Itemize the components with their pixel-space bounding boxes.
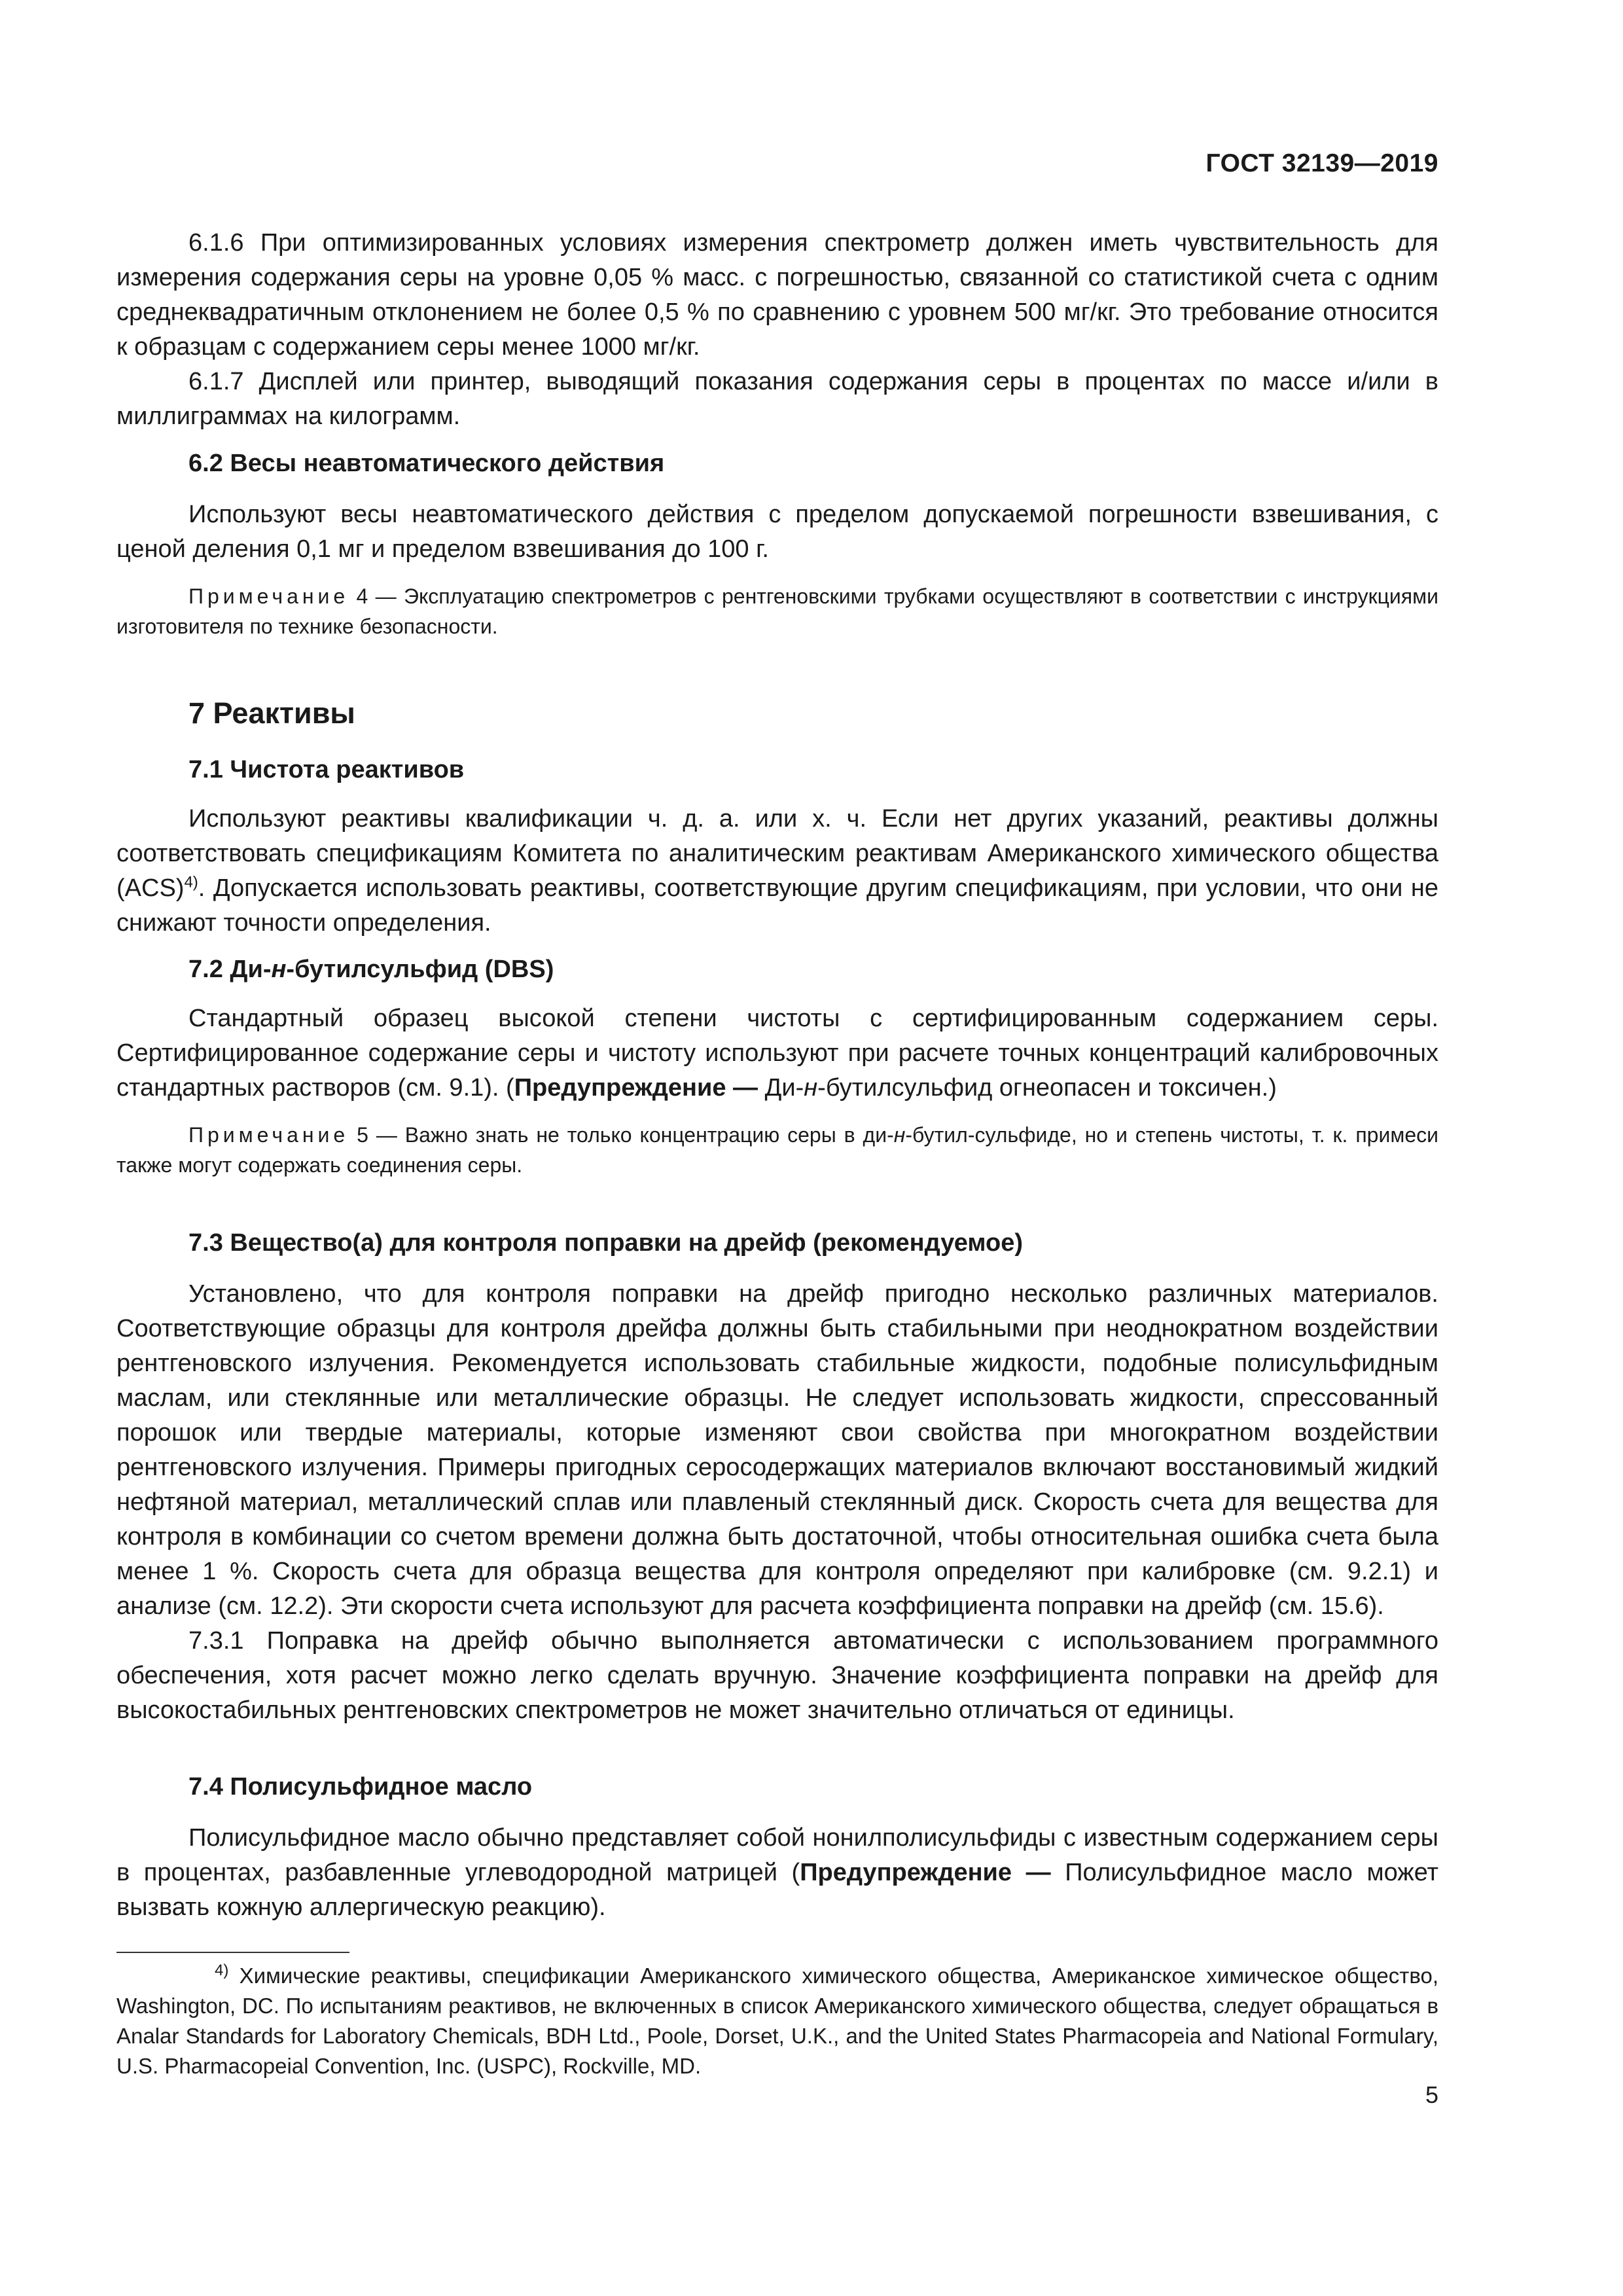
footnote-block xyxy=(116,1961,1438,2081)
para-6-2: Используют весы неавтоматического действия с пределом допускаемой погрешности взвешивания, с ценой деления 0,1 мг и пределом взвешивания до 100 г. xyxy=(116,501,1438,563)
para-7-1-text-b: . Допускается использовать реактивы, соответствующие другим спецификациям, при условии, что они не снижают точности определения. xyxy=(116,874,1438,937)
para-6-1-7: 6.1.7 Дисплей или принтер, выводящий показания содержания серы в процентах по массе и/или в миллиграммах на килограмм. xyxy=(116,368,1438,430)
para-7-2-c: -бутилсульфид огнеопасен и токсичен.) xyxy=(817,1074,1277,1102)
standard-code-header: ГОСТ 32139—2019 xyxy=(1205,149,1438,177)
heading-7-2-italic: н xyxy=(271,956,287,983)
para-7-3-1: 7.3.1 Поправка на дрейф обычно выполняется автоматически с использованием программного обеспечения, хотя расчет можно легко сделать вручную. Значение коэффициента поправки на дрейф для высокостабильных рентгеновских спектрометров не может значительно отличаться от единицы. xyxy=(116,1627,1438,1724)
footnote-divider xyxy=(116,1952,349,1953)
para-7-4-b: Полисульфидное масло может вызвать кожную аллергическую реакцию). xyxy=(116,1859,1439,1921)
footnote-mark: 4) xyxy=(215,1962,229,1979)
para-6-1-6: 6.1.6 При оптимизированных условиях измерения спектрометр должен иметь чувствительность для измерения содержания серы на уровне 0,05 % масс. с погрешностью, связанной со статистикой счета с одним среднеквадратичным отклонением не более 0,5 % по сравнению с уровнем 500 мг/кг. Это требование относится к образцам с содержанием серы менее 1000 мг/кг. xyxy=(116,229,1438,361)
note-4 xyxy=(116,581,1438,641)
note-5-italic: н xyxy=(893,1123,906,1147)
footnote-ref-4: 4) xyxy=(184,873,198,891)
section-6-2 xyxy=(116,446,1438,641)
heading-7-2-a: 7.2 Ди- xyxy=(188,956,272,983)
para-7-2-italic: н xyxy=(804,1074,818,1102)
section-7-2 xyxy=(116,952,1438,1180)
section-7-1 xyxy=(116,753,1438,941)
footnote-4 xyxy=(116,1961,1438,2081)
block-6-1 xyxy=(116,226,1438,434)
footnote-text: Химические реактивы, спецификации Американского химического общества, Американское химическое общество, Washington, DC. По испытаниям реактивов, не включенных в список Американского химического общества, следует обращаться в Analar Standards for Laboratory Chemicals, BDH Ltd., Poole, Dorset, U.K., and the United States Pharmacopeia and National Formulary, U.S. Pharmacopeial Convention, Inc. (USPC), Rockville, MD. xyxy=(116,1964,1438,2078)
heading-7-4: 7.4 Полисульфидное масло xyxy=(188,1773,533,1801)
heading-7-3: 7.3 Вещество(а) для контроля поправки на дрейф (рекомендуемое) xyxy=(188,1229,1024,1257)
warning-label-7-2: Предупреждение — xyxy=(514,1074,758,1102)
section-7 xyxy=(116,694,1438,733)
para-7-2-b: Ди- xyxy=(758,1074,804,1102)
heading-7-2 xyxy=(116,952,1438,987)
para-7-1-text-a: Используют реактивы квалификации ч. д. а. или х. ч. Если нет других указаний, реактивы должны соответствовать спецификациям Комитета по аналитическим реактивам Американского химического общества (ACS) xyxy=(116,805,1438,902)
note-5 xyxy=(116,1120,1438,1180)
note-4-text: 4 — Эксплуатацию спектрометров с рентгеновскими трубками осуществляют в соответствии с инструкциями изготовителя по технике безопасности. xyxy=(116,584,1438,638)
heading-6-2: 6.2 Весы неавтоматического действия xyxy=(188,450,665,477)
section-7-3 xyxy=(116,1226,1438,1728)
heading-7: 7 Реактивы xyxy=(188,696,355,730)
note-5-a: 5 — Важно знать не только концентрацию серы в ди- xyxy=(349,1123,894,1147)
note-5-label: Примечание xyxy=(188,1123,349,1147)
heading-7-1: 7.1 Чистота реактивов xyxy=(188,756,465,783)
warning-label-7-4: Предупреждение — xyxy=(800,1859,1051,1886)
para-7-3: Установлено, что для контроля поправки на дрейф пригодно несколько различных материалов. Соответствующие образцы для контроля дрейфа должны быть стабильными при неоднократном воздействии рентгеновского излучения. Рекомендуется использовать стабильные жидкости, подобные полисульфидным маслам, или стеклянные или металлические образцы. Не следует использовать жидкости, спрессованный порошок или твердые материалы, которые изменяют свои свойства при многократном воздействии рентгеновского излучения. Примеры пригодных серосодержащих материалов включают восстановимый жидкий нефтяной материал, металлический сплав или плавленый стеклянный диск. Скорость счета для вещества для контроля в комбинации со счетом времени должна быть достаточной, чтобы относительная ошибка счета была менее 1 %. Скорость счета для образца вещества для контроля определяют при калибровке (см. 9.2.1) и анализе (см. 12.2). Эти скорости счета используют для расчета коэффициента поправки на дрейф (см. 15.6). xyxy=(116,1280,1438,1620)
para-7-2-a: Стандартный образец высокой степени чистоты с сертифицированным содержанием серы. Сертифицированное содержание серы и чистоту используют при расчете точных концентраций калибровочных стандартных растворов (см. 9.1). ( xyxy=(116,1005,1438,1102)
section-7-4 xyxy=(116,1770,1438,1925)
para-7-2 xyxy=(116,1001,1438,1105)
para-7-4 xyxy=(116,1821,1438,1925)
note-4-label: Примечание xyxy=(188,584,349,608)
heading-7-2-b: -бутилсульфид (DBS) xyxy=(286,956,554,983)
para-7-1 xyxy=(116,802,1438,941)
para-7-4-a: Полисульфидное масло обычно представляет собой нонилполисульфиды с известным содержанием серы в процентах, разбавленные углеводородной матрицей ( xyxy=(116,1824,1438,1886)
note-5-b: -бутил-сульфиде, но и степень чистоты, т. к. примеси также могут содержать соединения серы. xyxy=(116,1123,1439,1177)
page-number: 5 xyxy=(1425,2081,1438,2108)
